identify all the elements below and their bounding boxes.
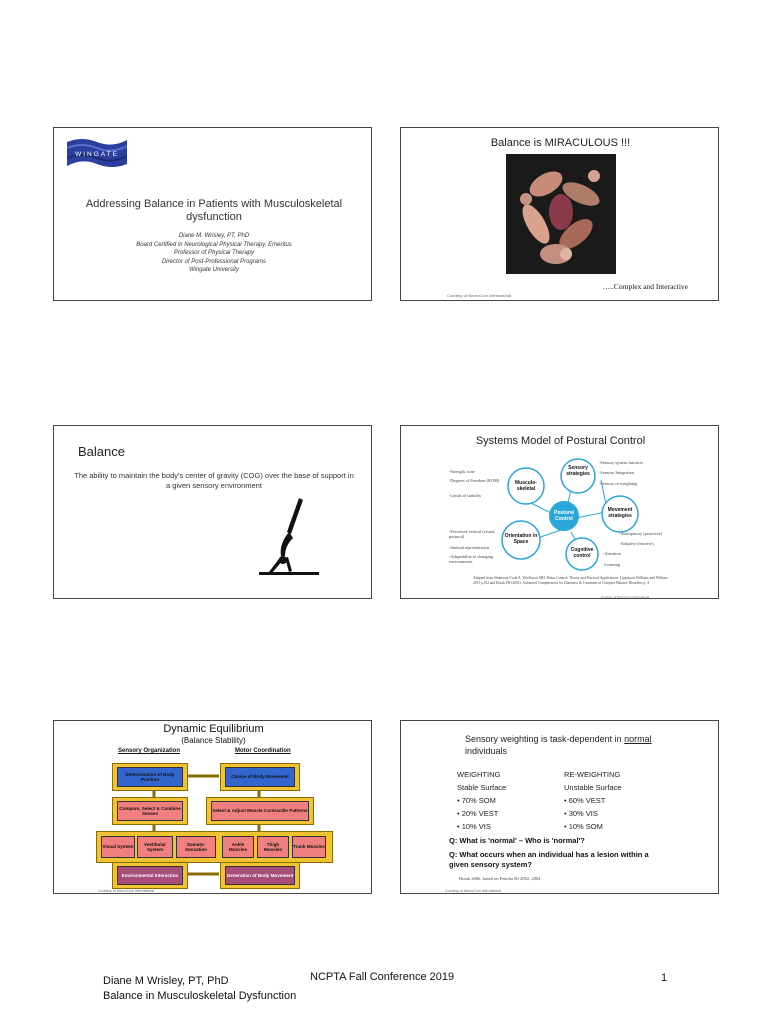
slide-dynamic-equilibrium	[53, 720, 372, 894]
label-adaptive: -Adaptive (reactive)	[619, 541, 654, 546]
weighting-surface: Stable Surface	[457, 783, 507, 792]
label-limits: -Limits of stability	[449, 493, 482, 498]
slide-heading: Balance is MIRACULOUS !!!	[490, 137, 631, 149]
label-strength: -Strength, tone	[449, 469, 475, 474]
wingate-flag-logo	[67, 134, 127, 172]
node-musculoskeletal: Musculo-skeletal	[515, 480, 537, 492]
col-sensory-organization: Sensory Organization	[118, 748, 181, 754]
slide-heading: Balance	[78, 444, 125, 459]
col-motor-coordination: Motor Coordination	[235, 748, 291, 754]
slide-sensory-weighting	[400, 720, 719, 894]
acrobats-photo	[506, 154, 616, 274]
slide-heading: Dynamic Equilibrium	[163, 723, 264, 735]
label-internal: -Internal representation	[449, 545, 490, 550]
label-sens-rew: -Sensory re-weighting	[599, 481, 638, 486]
box-select: Select & Adjust Muscle Contractile Patterns	[211, 801, 309, 821]
author-university: Wingate University	[189, 267, 239, 273]
author-role: Professor of Physical Therapy	[173, 250, 255, 256]
author-credential: Board Certified in Neurological Physical Therapy, Emeritus	[136, 241, 292, 248]
node-sensory: Sensory strategies	[566, 465, 590, 477]
reweighting-item: • 60% VEST	[564, 796, 606, 805]
weighting-item: • 20% VEST	[457, 809, 499, 818]
box-visual: Visual System	[101, 836, 135, 858]
diagram-credit: Courtesy of NeuroCom International	[445, 889, 502, 893]
reweighting-item: • 30% VIS	[564, 809, 598, 818]
label-sens-func: -Sensory system function	[599, 460, 643, 465]
box-trunk: Trunk Muscles	[292, 836, 326, 858]
reweighting-item: • 10% SOM	[564, 822, 603, 831]
slide-heading	[465, 733, 695, 757]
box-compare: Compare, Select & Combine Senses	[117, 801, 183, 821]
author-info	[74, 232, 354, 275]
footer-conference: NCPTA Fall Conference 2019	[310, 971, 455, 983]
label-learning: -Learning	[603, 562, 620, 567]
diagram-reference: Adapted from Shumway-Cook A, Woollacott MH. Motor Control: Theory and Practical Applications. Lippincott Williams and Wilkins; 2011 p.162 and Horak FB (2002). Advanced Competencies for Dizziness & Treatment of Complex Balance Disorders p. 4.	[473, 576, 668, 585]
reweighting-header: RE-WEIGHTING	[564, 770, 621, 779]
box-vestibular: Vestibular System	[137, 836, 173, 858]
logo-text: WINGATE	[75, 151, 119, 158]
slide-balance	[53, 425, 372, 599]
footer-author: Diane M Wrisley, PT, PhD	[103, 975, 229, 987]
box-determination: Determination of Body Position	[117, 767, 183, 787]
weighting-header: WEIGHTING	[457, 770, 501, 779]
box-generation: Generation of Body Movement	[225, 866, 295, 885]
author-name: Diane M. Wrisley, PT, PhD	[178, 233, 250, 239]
box-environmental: Environmental Interaction	[117, 866, 183, 885]
question-lesion: Q: What occurs when an individual has a lesion within a given sensory system?	[449, 850, 649, 869]
image-credit: Courtesy of NeuroCom International	[447, 293, 512, 298]
reweighting-surface: Unstable Surface	[564, 783, 622, 792]
node-postural-control: Postural Control	[553, 510, 574, 522]
label-sens-int: -Sensory Integration	[599, 470, 635, 475]
label-perceived: -Perceived vertical (visual, postural)	[449, 529, 496, 540]
box-thigh: Thigh Muscles	[257, 836, 289, 858]
footer-topic: Balance in Musculoskeletal Dysfunction	[103, 990, 297, 1002]
diagram-credit: Courtesy of NeuroCom International	[601, 595, 650, 599]
label-dof: -Degrees of Freedom (ROM)	[449, 478, 500, 483]
box-ankle: Ankle Muscles	[222, 836, 254, 858]
label-attention: -Attention	[603, 551, 621, 556]
title-part-2: individuals	[465, 746, 508, 756]
slide-caption: …..Complex and Interactive	[602, 282, 688, 291]
slide-subheading: (Balance Stability)	[181, 736, 246, 745]
slide-miraculous	[400, 127, 719, 301]
node-orientation: Orientation in Space	[504, 533, 538, 545]
node-cognitive: Cognitive control	[570, 547, 594, 559]
title-underlined: normal	[624, 734, 652, 744]
weighting-item: • 70% SOM	[457, 796, 496, 805]
gymnast-silhouette	[259, 496, 319, 576]
node-movement: Movement strategies	[607, 507, 633, 519]
slide-systems-model	[400, 425, 719, 599]
box-somato: Somato-Sensation	[176, 836, 216, 858]
page-number: 1	[661, 972, 668, 984]
weighting-item: • 10% VIS	[457, 822, 491, 831]
title-part-1: Sensory weighting is task-dependent in	[465, 734, 625, 744]
presentation-title: Addressing Balance in Patients with Musculoskeletal dysfunction	[85, 198, 343, 223]
label-adapt-env: -Adaptability to changing environments	[449, 554, 494, 565]
label-anticipatory: -Anticipatory (proactive)	[619, 531, 663, 536]
balance-definition: The ability to maintain the body's center of gravity (COG) over the base of support in a given sensory environment	[74, 471, 354, 490]
weighting-reference: Horak 2006. based on Peterka RJ 2002, 2004	[459, 876, 541, 881]
slide-heading: Systems Model of Postural Control	[475, 435, 646, 447]
author-director: Director of Post-Professional Programs	[161, 258, 267, 265]
diagram-credit: Courtesy of NeuroCom International	[98, 889, 155, 893]
box-choice: Choice of Body Movement	[225, 767, 295, 787]
question-normal: Q: What is 'normal' – Who is 'normal'?	[449, 836, 585, 845]
slide-title	[53, 127, 372, 301]
